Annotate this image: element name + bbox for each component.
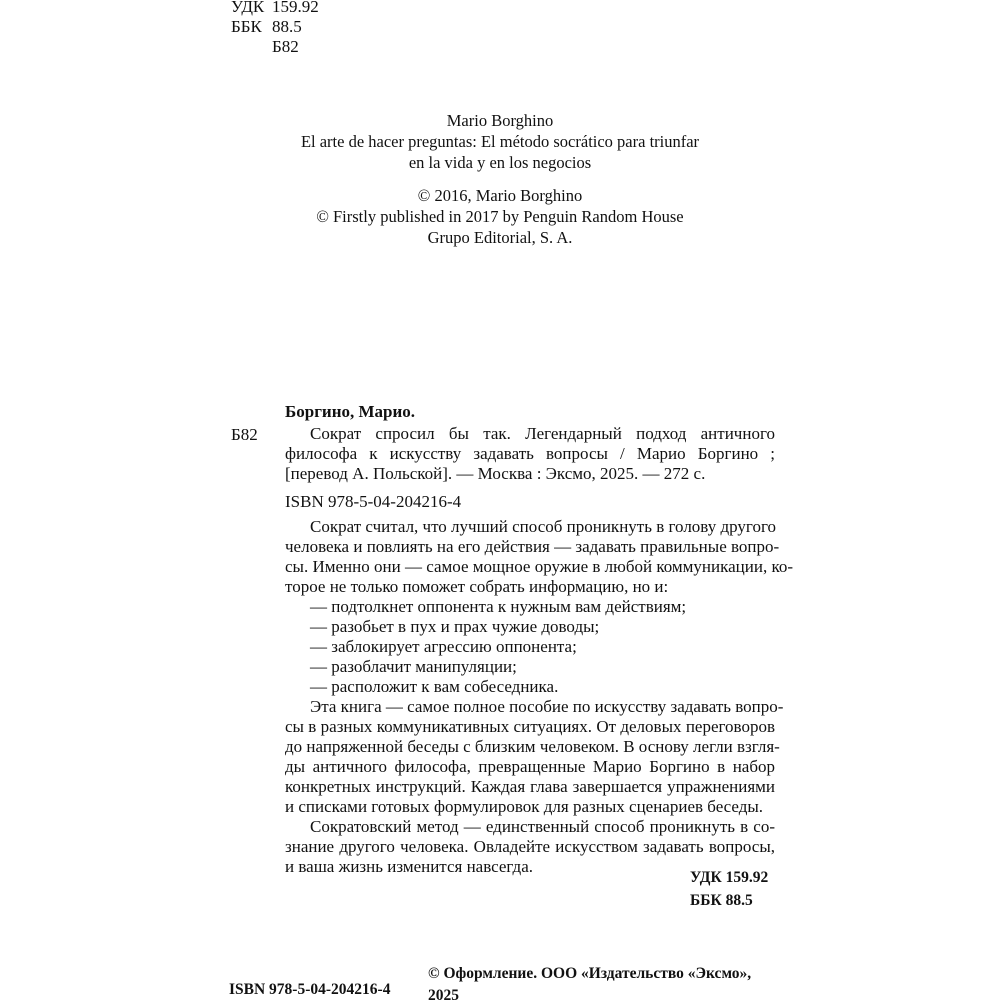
annotation-line: Сократовский метод — единственный способ проникнуть в со- — [310, 817, 775, 836]
bib-line: [перевод А. Польской]. — Москва : Эксмо, 2025. — 272 с. — [285, 464, 706, 483]
entry-author-code: Б82 — [231, 425, 258, 444]
copyright-line1: © 2016, Mario Borghino — [417, 186, 583, 205]
udc-key: УДК — [231, 0, 265, 16]
original-title-block — [0, 110, 1000, 173]
annotation-line: и списками готовых формулировок для разных сценариев беседы. — [285, 797, 764, 816]
annotation-list-item: — подтолкнет оппонента к нужным вам действиям; — [310, 597, 687, 616]
annotation-list-item: — разоблачит манипуляции; — [310, 657, 517, 676]
copyright-line2: © Firstly published in 2017 by Penguin Random House — [316, 207, 684, 226]
entry-author: Боргино, Марио. — [285, 402, 416, 421]
footer-isbn: ISBN 978-5-04-204216-4 — [229, 981, 391, 998]
annotation-line: конкретных инструкций. Каждая глава завершается упражнениями — [285, 777, 775, 796]
udc-row — [231, 0, 319, 17]
classification-bottom — [690, 866, 768, 912]
entry-isbn: ISBN 978-5-04-204216-4 — [285, 492, 462, 511]
classification-top — [231, 0, 319, 57]
annotation-line: человека и повлиять на его действия — задавать правильные вопро- — [285, 537, 780, 556]
bib-line: философа к искусству задавать вопросы / Марио Боргино ; — [285, 444, 775, 463]
annotation-list-item: — заблокирует агрессию оппонента; — [310, 637, 577, 656]
footer-copyright-line2: 2025 — [428, 987, 459, 1004]
footer-copyright — [428, 963, 751, 1007]
annotation-line: знание другого человека. Овладейте искусством задавать вопросы, — [285, 837, 775, 856]
annotation-list-item: — разобьет в пух и прах чужие доводы; — [310, 617, 600, 636]
original-title-line1: El arte de hacer preguntas: El método socrático para triunfar — [300, 132, 700, 151]
bib-line: Сократ спросил бы так. Легендарный подход античного — [310, 424, 775, 443]
original-author: Mario Borghino — [446, 111, 554, 130]
annotation-line: сы в разных коммуникативных ситуациях. От деловых переговоров — [285, 717, 775, 736]
annotation-line: и ваша жизнь изменится навсегда. — [285, 857, 534, 876]
original-title-line2: en la vida y en los negocios — [408, 153, 592, 172]
footer-copyright-line1: © Оформление. ООО «Издательство «Эксмо», — [428, 965, 752, 982]
udc-bottom: УДК 159.92 — [690, 869, 769, 886]
author-code: Б82 — [272, 37, 299, 56]
annotation-line: Эта книга — самое полное пособие по искусству задавать вопро- — [310, 697, 784, 716]
author-code-row — [231, 37, 319, 57]
original-copyright-block — [0, 185, 1000, 248]
bibliographic-description — [285, 424, 775, 484]
bbk-row — [231, 17, 319, 37]
bbk-key: ББК — [231, 17, 262, 36]
annotation-line: сы. Именно они — самое мощное оружие в любой коммуникации, ко- — [285, 557, 794, 576]
annotation-line: торое не только поможет собрать информацию, но и: — [285, 577, 669, 596]
annotation-line: Сократ считал, что лучший способ проникнуть в голову другого — [310, 517, 777, 536]
annotation — [285, 517, 794, 877]
bbk-bottom: ББК 88.5 — [690, 892, 753, 909]
copyright-line3: Grupo Editorial, S. A. — [427, 228, 573, 247]
annotation-line: до напряженной беседы с близким человеком. В основу легли взгля- — [285, 737, 780, 756]
annotation-list-item: — расположит к вам собеседника. — [310, 677, 559, 696]
udc-value: 159.92 — [272, 0, 319, 16]
annotation-line: ды античного философа, превращенные Марио Боргино в набор — [285, 757, 775, 776]
bbk-value: 88.5 — [272, 17, 302, 36]
